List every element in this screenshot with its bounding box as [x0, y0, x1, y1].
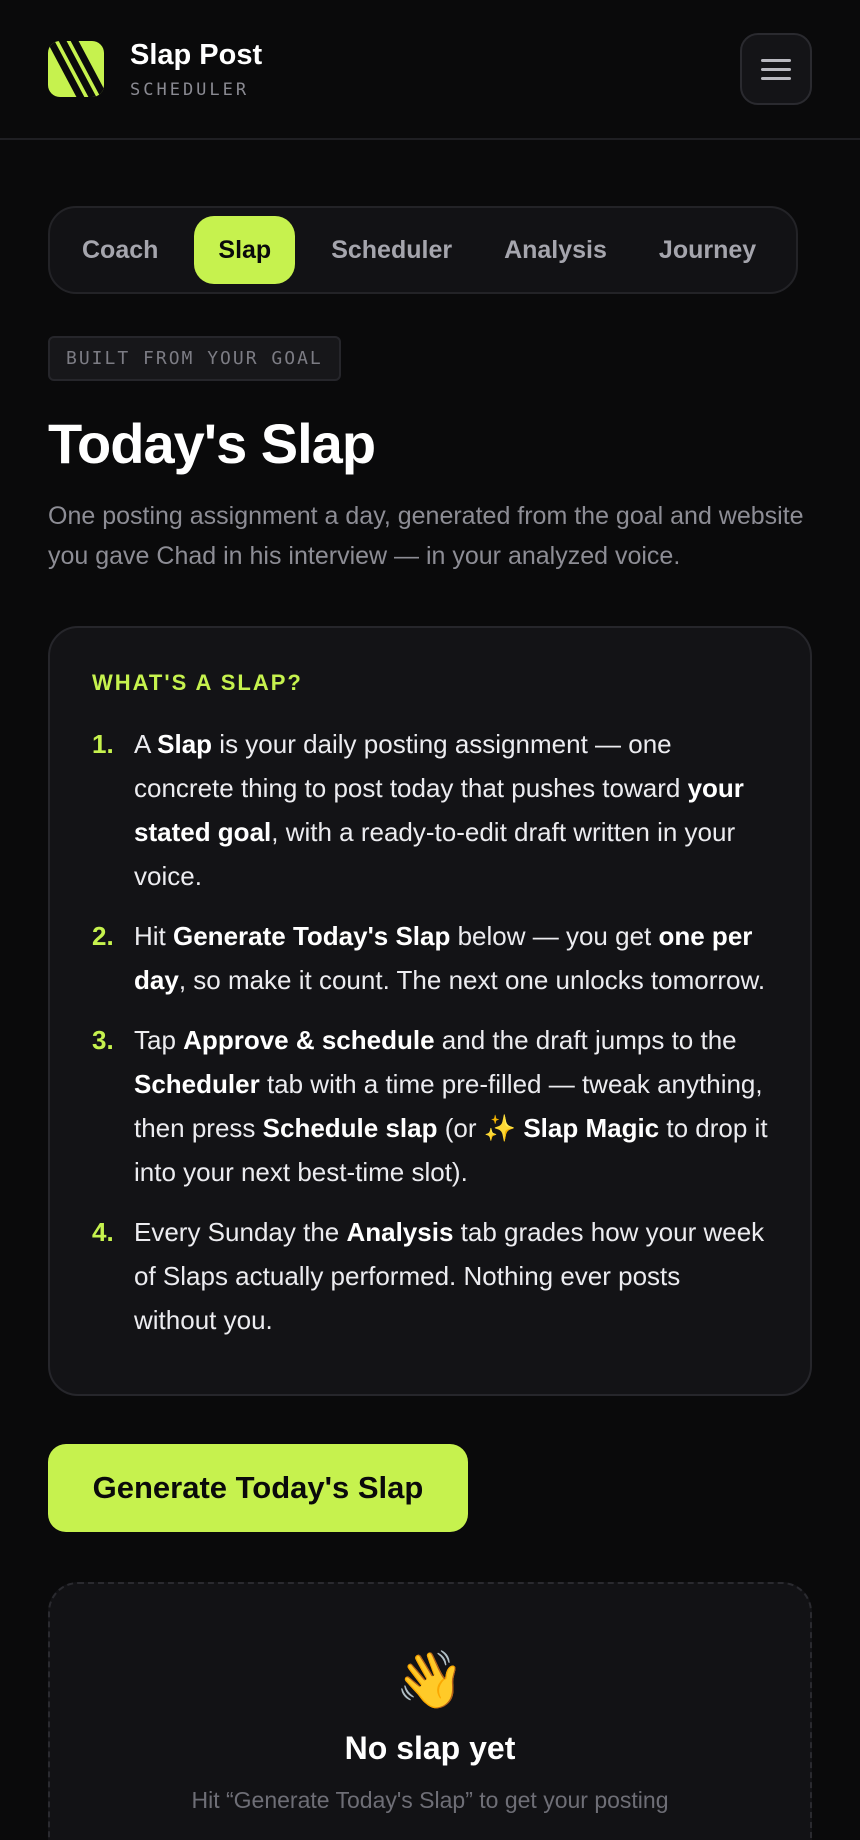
- tab-scheduler[interactable]: Scheduler: [331, 235, 453, 264]
- tab-analysis[interactable]: Analysis: [504, 235, 607, 264]
- tab-slap[interactable]: Slap: [194, 216, 295, 284]
- tab-journey[interactable]: Journey: [658, 235, 757, 264]
- slash-stripes-logo-icon: [48, 41, 104, 97]
- hamburger-icon-bar: [761, 68, 791, 71]
- explainer-step-1: [92, 722, 768, 898]
- step-text: Hit Generate Today's Slap below — you get one per day, so make it count. The next one unlocks tomorrow.: [134, 921, 766, 995]
- empty-state-hint: Hit “Generate Today's Slap” to get your posting: [191, 1787, 669, 1813]
- sparkles-icon: ✨: [483, 1113, 517, 1143]
- app-header: [0, 0, 860, 140]
- step-text: Tap Approve & schedule and the draft jumps to the Scheduler tab with a time pre-filled — tweak anything, then press Schedule slap (or ✨ Slap Magic to drop it into your next best-time slot).: [134, 1025, 768, 1187]
- generate-slap-button[interactable]: Generate Today's Slap: [48, 1444, 468, 1532]
- empty-state-title: No slap yet: [344, 1730, 516, 1766]
- explainer-step-2: [92, 914, 768, 1002]
- step-number: 1.: [92, 729, 114, 759]
- hamburger-icon: [761, 59, 791, 62]
- goal-eyebrow-badge: BUILT FROM YOUR GOAL: [48, 336, 341, 381]
- step-text: Every Sunday the Analysis tab grades how your week of Slaps actually performed. Nothing ever posts without you.: [134, 1217, 765, 1335]
- waving-hand-icon: 👋: [395, 1648, 465, 1711]
- step-number: 4.: [92, 1217, 114, 1247]
- step-text: A Slap is your daily posting assignment — one concrete thing to post today that pushes toward your stated goal, with a ready-to-edit draft written in your voice.: [134, 729, 744, 891]
- step-number: 2.: [92, 921, 114, 951]
- app-subtitle: SCHEDULER: [130, 79, 250, 100]
- empty-state-card: [48, 1582, 812, 1840]
- slap-explainer-card: [48, 626, 812, 1396]
- page-description: One posting assignment a day, generated from the goal and website you gave Chad in his interview — in your analyzed voice.: [48, 502, 804, 570]
- explainer-eyebrow: WHAT'S A SLAP?: [92, 670, 303, 695]
- app-title: Slap Post: [130, 38, 263, 71]
- explainer-step-4: [92, 1210, 768, 1342]
- brand[interactable]: [48, 39, 262, 100]
- page-title: Today's Slap: [48, 412, 376, 475]
- step-number: 3.: [92, 1025, 114, 1055]
- tab-bar: [48, 206, 798, 294]
- menu-button[interactable]: [740, 33, 812, 105]
- tab-coach[interactable]: Coach: [82, 235, 159, 264]
- hamburger-icon-bar: [761, 77, 791, 80]
- explainer-steps: [92, 722, 768, 1342]
- explainer-step-3: [92, 1018, 768, 1194]
